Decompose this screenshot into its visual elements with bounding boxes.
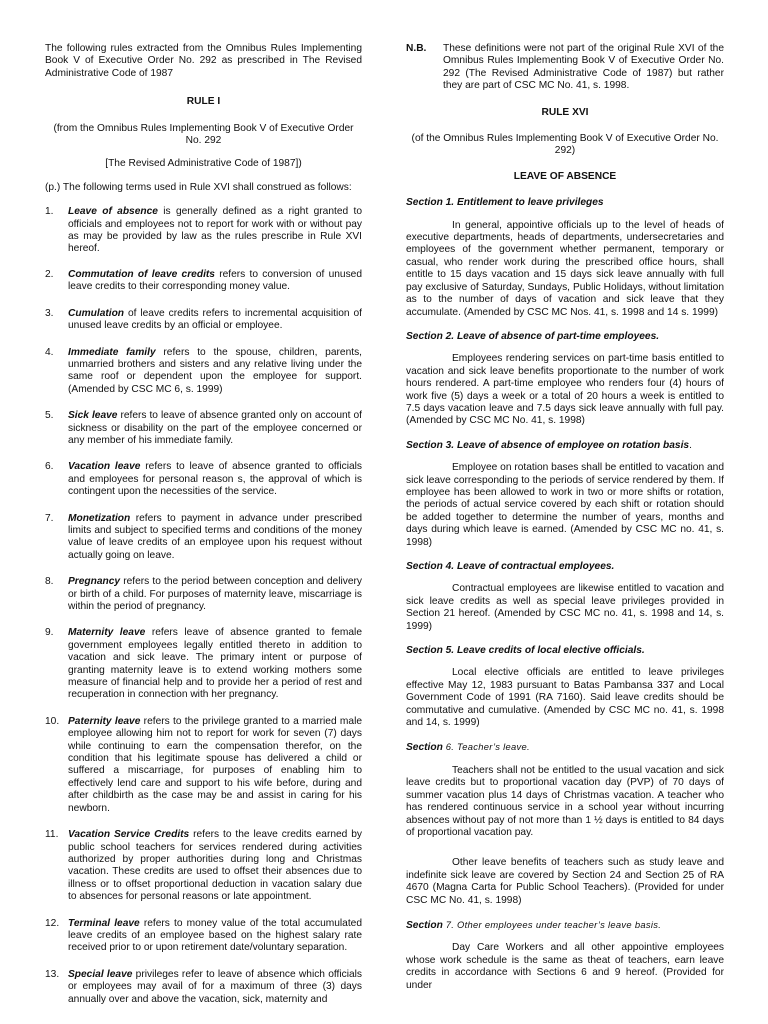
- item-term: Terminal leave: [68, 917, 140, 929]
- item-number: 13.: [45, 968, 60, 980]
- section-1-title: Section 1. Entitlement to leave privileges: [406, 197, 604, 209]
- item-text: refers to leave of absence granted only on account of sickness or disability on the part of the employee concerned or any member of his immediate family.: [68, 410, 363, 446]
- leave-heading: LEAVE OF ABSENCE: [513, 170, 617, 182]
- section-3-heading: [406, 440, 724, 452]
- definition-item: [45, 576, 362, 613]
- preamble: (p.) The following terms used in Rule XVI shall construed as follows:: [45, 181, 352, 193]
- item-term: Vacation Service Credits: [68, 829, 190, 841]
- item-text: refers to payment in advance under prescribed limits and subject to specified terms and conditions of the money value of leave credits of an employee upon his request without actually going on leave.: [68, 512, 362, 561]
- section-6-body-1: Teachers shall not be entitled to the usual vacation and sick leave credits but to proportional vacation day (PVP) of 70 days of summer vacation plus 14 days of Christmas vacation. A teacher who has rendered continuous service in a school year without incurring absences without pay of not more than 1 ½ days is entitled to 84 days of proportional vacation pay.: [406, 764, 724, 838]
- item-text: refers leave of absence granted to female government employees legally entitled thereto in addition to vacation and sick leave. The primary intent or purpose of granting maternity leave is to extend working mothers some measure of financial help and to provide her a period of rest and recuperation in connection with her pregnancy.: [68, 627, 362, 701]
- section-6-word: Section: [406, 742, 443, 754]
- section-7-title: 7. Other employees under teacher’s leave basis.: [442, 918, 662, 930]
- section-5-body: Local elective officials are entitled to leave privileges effective May 12, 1983 pursuant to Batas Pambansa 337 and Local Government Code of 1991 (RA 7160). Said leave credits should be commutative and cumulative. (Amended by CSC MC no. 41, s. 1998 and 14, s. 1999): [406, 667, 724, 729]
- section-3-dot: .: [689, 439, 692, 451]
- rule-xvi-subtitle: (of the Omnibus Rules Implementing Book V of Executive Order No. 292): [411, 133, 719, 157]
- section-6-heading: [406, 741, 724, 754]
- item-term: Commutation of leave credits: [68, 268, 215, 280]
- section-4-body: Contractual employees are likewise entitled to vacation and sick leave credits as well as special leave privileges provided in Section 21 hereof. (Amended by CSC MC no. 41, s. 1998 and 14, s. 1999): [406, 583, 724, 632]
- item-term: Sick leave: [68, 410, 118, 422]
- item-text: refers to leave of absence granted to officials and employees for personal reason s, the approval of which is contingent upon the necessities of the service.: [68, 461, 362, 498]
- definition-item: [45, 513, 362, 563]
- rule-xvi-title: RULE XVI: [541, 106, 589, 118]
- item-term: Vacation leave: [68, 461, 141, 473]
- item-text: refers to money value of the total accumulated leave credits of an employee based on the highest salary rate received prior to or upon retirement date/voluntary separation.: [68, 917, 362, 954]
- section-2-body: Employees rendering services on part-time basis entitled to vacation and sick leave benefits proportionate to the number of work hours rendered. A part-time employee who renders four (4) hours of work five (5) days a week or a total of 20 hours a week is entitled to 7.5 days vacation leave and 7.5 days sick leave annually with full pay. (Amended by CSC MC No. 41, s. 1998): [406, 353, 724, 427]
- section-5-title: Section 5. Leave credits of local elective officials.: [406, 645, 645, 657]
- definition-item: [45, 627, 362, 701]
- item-number: 3.: [45, 307, 54, 319]
- section-3-body: Employee on rotation bases shall be entitled to vacation and sick leave corresponding to the periods of service rendered by them. If employee has been allowed to work in two or more shifts or rotation, the periods of actual service covered by each shift or rotation should be added together to determine the number of years, months and days during which leave is earned. (Amended by CSC MC no. 41, s. 1998): [406, 462, 724, 548]
- rule-i-title: RULE I: [186, 96, 221, 108]
- item-text: privileges refer to leave of absence which officials or employees may avail of for a maximum of three (3) days annually over and above the vacation, sick, maternity and: [68, 968, 362, 1005]
- definition-item: [45, 269, 362, 294]
- section-3-title: Section 3. Leave of absence of employee on rotation basis: [406, 439, 690, 451]
- item-term: Maternity leave: [68, 627, 146, 639]
- section-1-body: In general, appointive officials up to the level of heads of executive departments, heads of departments, undersecretaries and employees of the government whether permanent, temporary or casual, who render work during the prescribed office hours, shall entitle to 15 days vacation and 15 days sick leave annually with full pay exclusive of Saturday, Sundays, Public Holidays, without limitation as to the number of days of vacation and sick leave that they accumulate. (Amended by CSC MC Nos. 41, s. 1998 and 14 s. 1999): [406, 219, 724, 318]
- item-number: 12.: [45, 917, 60, 929]
- definition-item: [45, 410, 362, 447]
- section-4-title: Section 4. Leave of contractual employees.: [406, 561, 615, 572]
- definition-item: [45, 347, 362, 397]
- nb-label: N.B.: [406, 43, 427, 54]
- section-7-word: Section: [406, 919, 443, 931]
- definition-item: [45, 829, 362, 903]
- item-text: refers to the leave credits earned by public school teachers for services rendered during activities authorized by proper authorities during long and Christmas vacation. These credits are used to offset their absences due to illness or to offset proportional deduction in vacation salary due to absences for personal reasons or late appointment.: [68, 829, 362, 903]
- intro-paragraph: The following rules extracted from the Omnibus Rules Implementing Book V of Executive Order No. 292 as prescribed in The Revised Administrative Code of 1987: [45, 43, 362, 79]
- section-2-title: Section 2. Leave of absence of part-time employees.: [406, 330, 660, 342]
- item-text: refers to conversion of unused leave credits to their corresponding money value.: [68, 268, 363, 293]
- item-number: 9.: [45, 627, 54, 639]
- item-text: is generally defined as a right granted to officials and employees not to report for work with or without pay as may be provided by law as the rules prescribe in Rule XVI hereof.: [68, 206, 362, 255]
- item-term: Special leave: [68, 968, 133, 980]
- item-number: 1.: [45, 206, 54, 218]
- item-number: 6.: [45, 461, 54, 473]
- item-number: 8.: [45, 576, 54, 588]
- rule-i-code: [The Revised Administrative Code of 1987]): [105, 158, 302, 170]
- nb-note: [406, 43, 724, 93]
- item-number: 7.: [45, 512, 54, 524]
- section-7-body: Day Care Workers and all other appointive employees whose work schedule is the same as theat of teachers, earn leave credits in accordance with Sections 6 and 9 hereof. (Provided for under: [406, 942, 724, 991]
- right-column: [406, 43, 724, 992]
- item-term: Leave of absence: [68, 206, 158, 218]
- item-term: Immediate family: [68, 346, 156, 358]
- item-number: 11.: [45, 829, 59, 841]
- nb-text: These definitions were not part of the original Rule XVI of the Omnibus Rules Implementing Book V of Executive Order No. 292 (The Revised Administrative Code of 1987) but rather they are part of CSC MC No. 41, s. 1998.: [443, 43, 724, 92]
- section-7-heading: [406, 919, 724, 932]
- definition-item: [45, 918, 362, 955]
- item-term: Monetization: [68, 512, 131, 524]
- left-column: [45, 43, 362, 1006]
- rule-i-subtitle: (from the Omnibus Rules Implementing Book V of Executive Order No. 292: [53, 122, 354, 147]
- section-6-title: 6. Teacher’s leave.: [442, 741, 530, 753]
- item-term: Paternity leave: [68, 715, 141, 727]
- item-number: 5.: [45, 410, 54, 422]
- item-text: refers to the spouse, children, parents, unmarried brothers and sisters and any relative living under the same roof or dependent upon the employee for support.(Amended by CSC MC 6, s. 1999): [68, 346, 362, 395]
- item-text: refers to the privilege granted to a married male employee allowing him not to report for work for seven (7) days while continuing to earn the compensation therefor, on the condition that his legitimate spouse has delivered a child or suffered a miscarriage, for purposes of enabling him to effectively lend care and support to his wife before, during and after childbirth as the case may be and assist in caring for his newborn.: [68, 715, 362, 814]
- definition-item: [45, 716, 362, 815]
- item-number: 2.: [45, 268, 54, 280]
- section-6-body-2: Other leave benefits of teachers such as study leave and indefinite sick leave are covered by Section 24 and Section 25 of RA 4670 (Magna Carta for Public School Teachers). (Provided for under CSC MC No. 41, s. 1998): [406, 857, 724, 906]
- definition-item: [45, 969, 362, 1006]
- item-text: of leave credits refers to incremental acquisition of unused leave credits by an official or employee.: [68, 307, 362, 332]
- item-term: Cumulation: [68, 307, 125, 319]
- definition-item: [45, 461, 362, 498]
- item-text: refers to the period between conception and delivery or birth of a child. For purposes of maternity leave, miscarriage is within the period of pregnancy.: [68, 576, 362, 612]
- definition-item: [45, 206, 362, 256]
- definition-item: [45, 308, 362, 333]
- item-number: 4.: [45, 346, 54, 358]
- item-term: Pregnancy: [68, 576, 121, 588]
- item-number: 10.: [45, 715, 60, 727]
